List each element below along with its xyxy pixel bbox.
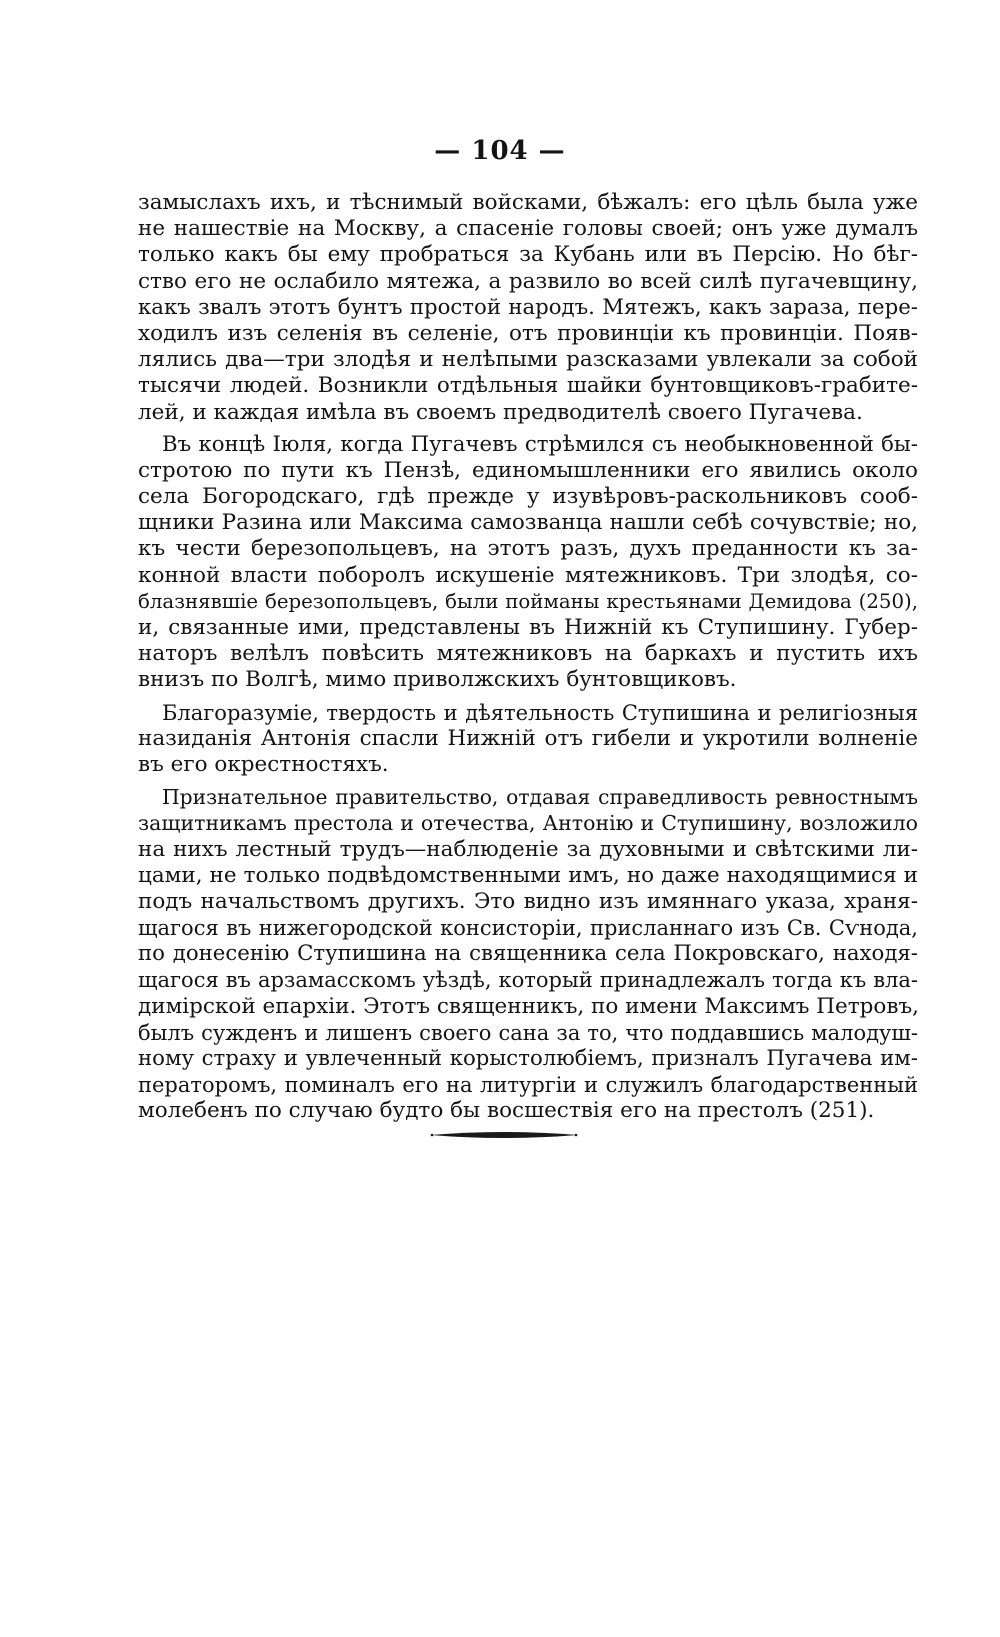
text-line: къ чести березопольцевъ, на этотъ разъ, духъ преданности къ за- (138, 536, 918, 562)
text-line: замыслахъ ихъ, и тѣснимый войсками, бѣжалъ: его цѣль была уже (138, 190, 918, 215)
text-line: и, связанные ими, представлены въ Нижній къ Ступишину. Губер- (138, 615, 918, 640)
text-line: щагося въ арзамасскомъ уѣздѣ, который принадлежалъ тогда къ вла- (138, 968, 918, 993)
page-number: — 104 — (434, 136, 566, 166)
text-line: блазнявшіе березопольцевъ, были пойманы крестьянами Демидова (250), (138, 589, 918, 613)
paragraph-2 (138, 432, 918, 694)
text-line: лялись два—три злодѣя и нелѣпыми разсказами увлекали за собой (138, 347, 918, 373)
text-line: лей, и каждая имѣла въ своемъ предводителѣ своего Пугачева. (138, 399, 863, 425)
text-line: наторъ велѣлъ повѣсить мятежниковъ на баркахъ и пустить ихъ (138, 641, 918, 667)
text-line: тысячи людей. Возникли отдѣльныя шайки бунтовщиковъ-грабите- (138, 373, 918, 399)
text-line: Признательное правительство, отдавая справедливость ревностнымъ (162, 785, 918, 810)
text-line: ператоромъ, поминалъ его на литургіи и служилъ благодарственный (138, 1073, 918, 1098)
text-line: былъ сужденъ и лишенъ своего сана за то, что поддавшись малодуш- (138, 1020, 918, 1045)
text-line: ному страху и увлеченный корыстолюбіемъ, призналъ Пугачева им- (138, 1046, 918, 1071)
text-line: стротою по пути къ Пензѣ, единомышленники его явились около (138, 457, 918, 483)
paragraph-1 (138, 190, 918, 426)
text-line: защитникамъ престола и отечества, Антонію и Ступишину, возложило (138, 811, 918, 836)
paragraph-3 (138, 700, 918, 779)
text-line: молебенъ по случаю будто бы восшествія его на престолъ (251). (138, 1098, 875, 1124)
text-line: внизъ по Волгѣ, мимо приволжскихъ бунтовщиковъ. (138, 667, 737, 693)
text-line: въ его окрестностяхъ. (138, 751, 389, 777)
text-line: цами, не только подвѣдомственными имъ, но даже находящимися и (138, 862, 918, 888)
text-line: димірской епархіи. Этотъ священникъ, по имени Максимъ Петровъ, (138, 993, 919, 1019)
body-text (138, 190, 918, 1125)
text-line: какъ звалъ этотъ бунтъ простой народъ. Мятежъ, какъ зараза, пере- (138, 294, 918, 320)
text-line: подъ начальствомъ другихъ. Это видно изъ имяннаго указа, храня- (138, 888, 918, 914)
paragraph-4 (138, 784, 918, 1124)
end-rule-ornament (430, 1128, 578, 1142)
text-line: щагося въ нижегородской консисторіи, присланнаго изъ Св. Сѵнода, (138, 916, 918, 941)
text-line: Въ концѣ Іюля, когда Пугачевъ стрѣмился съ необыкновенной бы- (162, 431, 918, 457)
text-line: ходилъ изъ селенія въ селеніе, отъ провинціи къ провинціи. Появ- (138, 320, 918, 346)
text-line: ство его не ослабило мятежа, а развило во всей силѣ пугачевщину, (138, 268, 918, 294)
text-line: только какъ бы ему пробраться за Кубань или въ Персію. Но бѣг- (138, 242, 918, 268)
text-line: конной власти поборолъ искушеніе мятежниковъ. Три злодѣя, со- (138, 562, 918, 588)
text-line: назиданія Антонія спасли Нижній отъ гибели и укротили волненіе (138, 725, 918, 751)
text-line: по донесенію Ступишина на священника села Покровскаго, находя- (138, 941, 918, 967)
text-line: Благоразуміе, твердость и дѣятельность Ступишина и религіозныя (162, 700, 918, 725)
text-line: щники Разина или Максима самозванца нашли себѣ сочувствіе; но, (138, 510, 918, 536)
text-line: не нашествіе на Москву, а спасеніе головы своей; онъ уже думалъ (138, 216, 918, 242)
text-line: села Богородскаго, гдѣ прежде у изувѣровъ-раскольниковъ сооб- (138, 484, 918, 510)
text-line: на нихъ лестный трудъ—наблюденіе за духовными и свѣтскими ли- (138, 836, 918, 862)
